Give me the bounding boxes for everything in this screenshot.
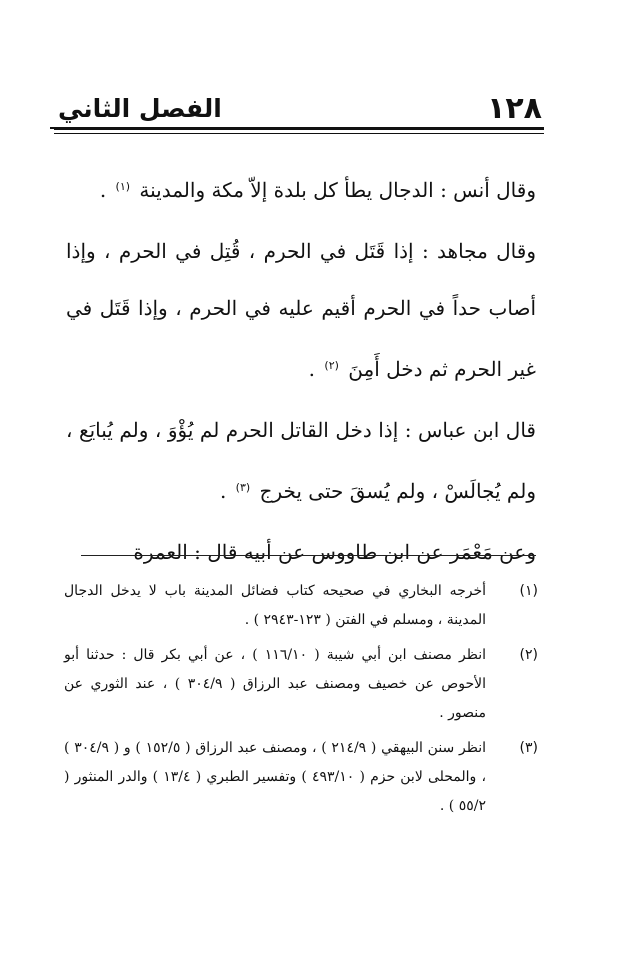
footnote-number: (٢)	[519, 647, 538, 663]
footnote-number: (١)	[519, 583, 538, 599]
paragraph-3	[66, 402, 536, 520]
paragraph-text: وقال مجاهد : إذا قَتَل في الحرم ، قُتِل في الحرم ، وإذا أصاب حداً في الحرم أقيم عليه في الحرم ، وإذا قَتَل في غير الحرم ثم دخل أَمِنَ	[66, 239, 536, 381]
footnote-ref: (٣)	[235, 481, 251, 494]
body-text	[66, 158, 536, 581]
paragraph-end: .	[308, 357, 322, 381]
paragraph-end: .	[99, 178, 113, 202]
paragraph-text: وعن مَعْمَر عن ابن طاووس عن أبيه قال : العمرة	[133, 540, 536, 564]
footnote-2	[64, 641, 538, 728]
footnote-number: (٣)	[519, 740, 538, 756]
footnote-text: انظر سنن البيهقي ( ٢١٤/٩ ) ، ومصنف عبد الرزاق ( ١٥٢/٥ ) و ( ٣٠٤/٩ ) ، والمحلى لابن حزم ( ٤٩٣/١٠ ) وتفسير الطبري ( ١٣/٤ ) والدر المنثور ( ٥٥/٢ ) .	[64, 740, 486, 814]
footnote-ref: (١)	[115, 180, 131, 193]
page-number: ١٢٨	[487, 91, 542, 126]
page-header	[56, 80, 542, 126]
footnotes	[64, 577, 538, 827]
paragraph-4	[66, 524, 536, 581]
footnote-rule	[81, 555, 536, 556]
footnote-ref: (٢)	[324, 359, 339, 372]
footnote-text: انظر مصنف ابن أبي شيبة ( ١١٦/١٠ ) ، عن أبي بكر قال : حدثنا أبو الأحوص عن خصيف ومصنف عبد الرزاق ( ٣٠٤/٩ ) ، عند الثوري عن منصور .	[64, 647, 486, 721]
paragraph-text: قال ابن عباس : إذا دخل القاتل الحرم لم يُؤْوَ ، ولم يُبايَع ، ولم يُجالَسْ ، ولم يُسقَ حتى يخرج	[66, 418, 536, 503]
footnote-3	[64, 734, 538, 821]
chapter-title: الفصل الثاني	[56, 92, 224, 126]
paragraph-2	[66, 223, 536, 398]
paragraph-text: وقال أنس : الدجال يطأ كل بلدة إلاّ مكة والمدينة	[139, 178, 536, 202]
paragraph-end: .	[219, 479, 233, 503]
header-rule	[54, 127, 544, 134]
footnote-1	[64, 577, 538, 635]
footnote-text: أخرجه البخاري في صحيحه كتاب فضائل المدينة باب لا يدخل الدجال المدينة ، ومسلم في الفتن ( ١٢٣-٢٩٤٣ ) .	[64, 583, 486, 628]
paragraph-1	[66, 158, 536, 219]
